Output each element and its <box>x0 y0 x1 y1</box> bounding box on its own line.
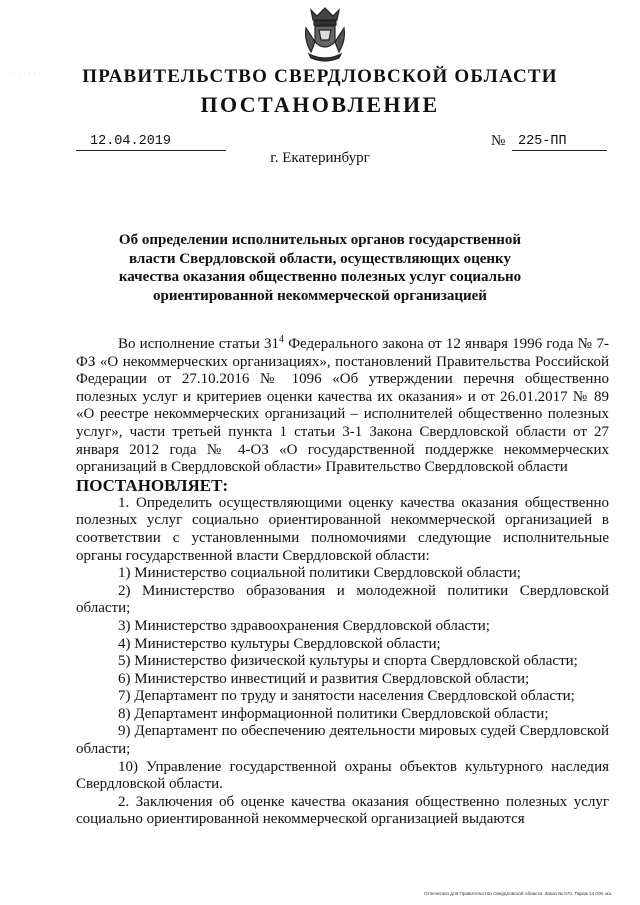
print-footer: Отпечатано для Правительства Свердловской области. Заказ № 570. Тираж 14 000 экз. <box>424 891 613 896</box>
list-item-5: 5) Министерство физической культуры и спорта Свердловской области; <box>118 653 578 670</box>
document-title: Об определении исполнительных органов государственной власти Свердловской области, осуществляющих оценку качества оказания общественно полезных услуг социально ориентированной некоммерческой организацией <box>118 232 522 304</box>
list-item-10: 10) Управление государственной охраны объектов культурного наследия Свердловской области. <box>76 758 609 793</box>
number-label: № <box>491 133 506 149</box>
list-item-4: 4) Министерство культуры Свердловской области; <box>118 635 441 652</box>
list-item-7: 7) Департамент по труду и занятости населения Свердловской области; <box>118 688 575 705</box>
list-item-2: 2) Министерство образования и молодежной политики Свердловской области; <box>76 582 609 617</box>
decree-word: ПОСТАНОВЛЯЕТ: <box>76 475 229 495</box>
paragraph-2: 2. Заключения об оценке качества оказания общественно полезных услуг социально ориентированной некоммерческой организацией выдаются <box>76 793 609 828</box>
list-item-3: 3) Министерство здравоохранения Свердловской области; <box>118 617 490 634</box>
list-item-6: 6) Министерство инвестиций и развития Свердловской области; <box>118 670 530 687</box>
government-name: ПРАВИТЕЛЬСТВО СВЕРДЛОВСКОЙ ОБЛАСТИ <box>82 66 558 87</box>
intro-superscript: 4 <box>279 334 285 345</box>
document-city: г. Екатеринбург <box>270 150 370 166</box>
intro-paragraph <box>76 331 609 477</box>
list-item-8: 8) Департамент информационной политики Свердловской области; <box>118 705 549 722</box>
document-body <box>76 331 609 829</box>
list-item-9: 9) Департамент по обеспечению деятельности мировых судей Свердловской области; <box>76 723 609 758</box>
intro-part-2: Федерального закона от 12 января 1996 года № 7-ФЗ «О некоммерческих организациях», постановлений Правительства Российской Федерации от 27.10.2016 № 1096 «Об утверждении перечня общественно полезных услуг и критериев оценки качества их оказания» и от 26.01.2017 № 89 «О реестре некоммерческих организаций – исполнителей общественно полезных услуг», части третьей пункта 1 статьи 3-1 Закона Свердловской области от 27 января 2012 года № 4-ОЗ «О государственной поддержке некоммерческих организаций в Свердловской области» Правительство Свердловской области <box>76 336 609 476</box>
document-type: ПОСТАНОВЛЕНИЕ <box>200 92 440 117</box>
list-item-1: 1) Министерство социальной политики Свердловской области; <box>118 565 521 582</box>
sverdlovsk-coat-of-arms-icon <box>303 6 347 64</box>
document-date: 12.04.2019 <box>76 134 226 151</box>
paragraph-1: 1. Определить осуществляющими оценку качества оказания общественно полезных услуг социально ориентированной некоммерческой организацией в соответствии с установленными полномочиями следующие исполнительные органы государственной власти Свердловской области: <box>76 494 609 564</box>
document-number: 225-ПП <box>512 134 607 151</box>
scan-artifacts: · · · · · · · · · <box>4 72 46 77</box>
intro-part-1: Во исполнение статьи 31 <box>118 336 280 352</box>
